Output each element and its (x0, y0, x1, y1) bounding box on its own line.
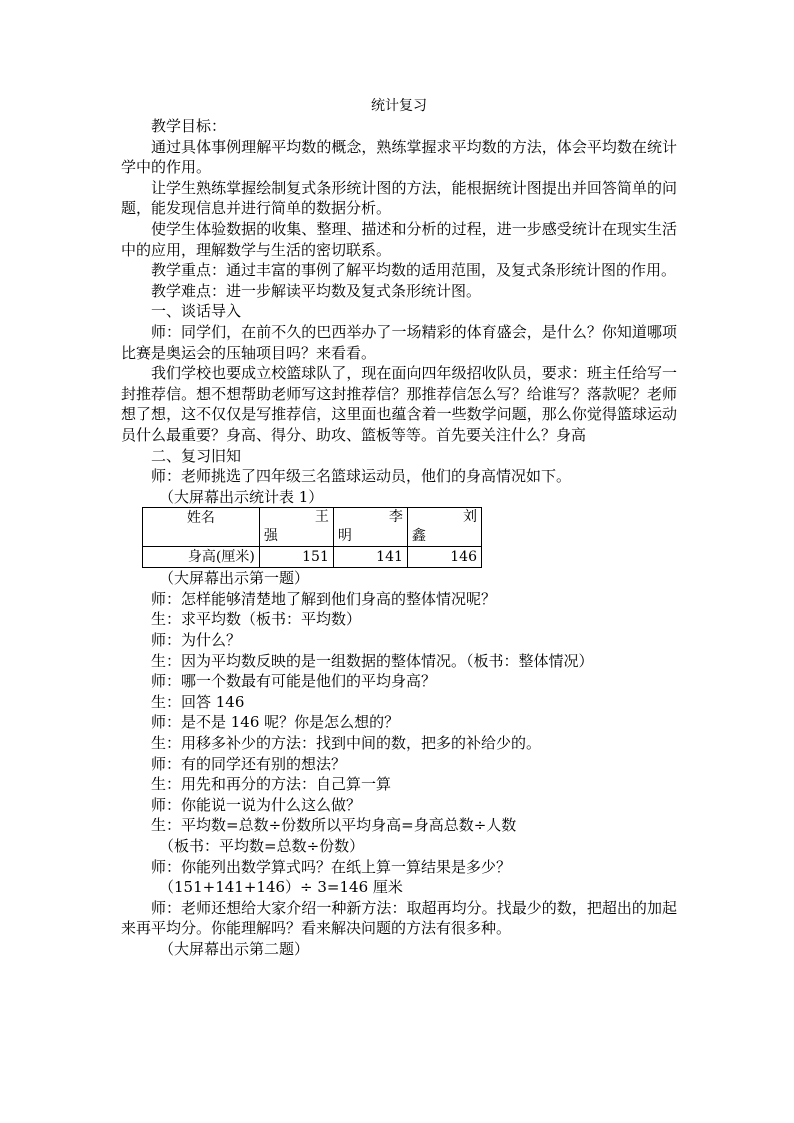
paragraph: 生：求平均数（板书：平均数） (151, 610, 362, 629)
text-block-after-table (121, 568, 677, 959)
paragraph: 教学重点：通过丰富的事例了解平均数的适用范围，及复式条形统计图的作用。 (151, 261, 677, 280)
paragraph: 教学难点：进一步解读平均数及复式条形统计图。 (151, 281, 482, 300)
paragraph: 生：用移多补少的方法：找到中间的数，把多的补给少的。 (151, 734, 542, 753)
document-page (121, 96, 677, 960)
paragraph: 师：是不是 146 呢？你是怎么想的？ (151, 713, 400, 732)
paragraph: 一、谈话导入 (151, 302, 242, 321)
height-label-cell: 身高(厘米) (143, 547, 260, 568)
table-height-row (143, 547, 482, 568)
student-name-top: 刘 (463, 509, 477, 526)
table-header-row (143, 508, 482, 547)
height-table (142, 507, 482, 568)
paragraph: 师：怎样能够清楚地了解到他们身高的整体情况呢？ (151, 589, 497, 608)
paragraph: （大屏幕出示第一题） (159, 569, 310, 588)
height-value-cell: 146 (407, 547, 481, 568)
paragraph: 师：老师还想给大家介绍一种新方法：取超再均分。找最少的数，把超出的加起来再平均分。你能理解吗？看来解决问题的方法有很多种。 (121, 898, 677, 938)
paragraph: 教学目标： (151, 117, 227, 135)
paragraph: 生：因为平均数反映的是一组数据的整体情况。（板书：整体情况） (151, 651, 594, 670)
paragraph: 二、复习旧知 (151, 446, 242, 465)
paragraph: （大屏幕出示统计表 1） (159, 487, 324, 506)
student-name-bottom: 强 (263, 528, 278, 545)
text-block-before-table (121, 116, 677, 507)
student-name-top: 李 (388, 509, 403, 526)
paragraph: 生：回答 146 (151, 692, 245, 711)
paragraph: 师：老师挑选了四年级三名篮球运动员，他们的身高情况如下。 (151, 467, 572, 486)
paragraph: 师：同学们，在前不久的巴西举办了一场精彩的体育盛会，是什么？你知道哪项比赛是奥运会的压轴项目吗？来看看。 (121, 322, 677, 362)
paragraph: （大屏幕出示第二题） (159, 939, 310, 958)
paragraph: 师：你能说一说为什么这么做？ (151, 795, 362, 814)
student-name-bottom: 明 (337, 528, 352, 545)
paragraph: 我们学校也要成立校篮球队了，现在面向四年级招收队员，要求：班主任给写一封推荐信。想不想帮助老师写这封推荐信？那推荐信怎么写？给谁写？落款呢？老师想了想，这不仅仅是写推荐信，这里面也蕴含着一些数学问题，那么你觉得篮球运动员什么最重要？身高、得分、助攻、篮板等等。首先要关注什么？身高 (121, 364, 677, 444)
paragraph: 师：哪一个数最有可能是他们的平均身高？ (151, 672, 437, 691)
paragraph: 生：用先和再分的方法：自己算一算 (151, 775, 392, 794)
student-name-top: 王 (314, 509, 329, 526)
student-name-cell (333, 508, 407, 547)
student-name-cell (259, 508, 333, 547)
student-name-cell (407, 508, 481, 547)
height-value-cell: 141 (333, 547, 407, 568)
paragraph: 师：为什么？ (151, 631, 242, 650)
student-name-bottom: 鑫 (411, 528, 426, 545)
height-value-cell: 151 (259, 547, 333, 568)
paragraph: 让学生熟练掌握绘制复式条形统计图的方法，能根据统计图提出并回答简单的问题，能发现信息并进行简单的数据分析。 (121, 178, 677, 218)
paragraph: （151+141+146）÷ 3=146 厘米 (159, 878, 403, 897)
paragraph: 使学生体验数据的收集、整理、描述和分析的过程，进一步感受统计在现实生活中的应用，理解数学与生活的密切联系。 (121, 219, 677, 259)
paragraph: （板书：平均数=总数÷份数） (159, 837, 365, 855)
paragraph: 师：有的同学还有别的想法？ (151, 754, 347, 773)
name-header-cell: 姓名 (143, 508, 260, 547)
document-title: 统计复习 (371, 98, 427, 114)
paragraph: 通过具体事例理解平均数的概念，熟练掌握求平均数的方法，体会平均数在统计学中的作用。 (121, 137, 677, 177)
paragraph: 生：平均数=总数÷份数所以平均身高=身高总数÷人数 (151, 816, 517, 835)
paragraph: 师：你能列出数学算式吗？在纸上算一算结果是多少？ (151, 857, 512, 876)
